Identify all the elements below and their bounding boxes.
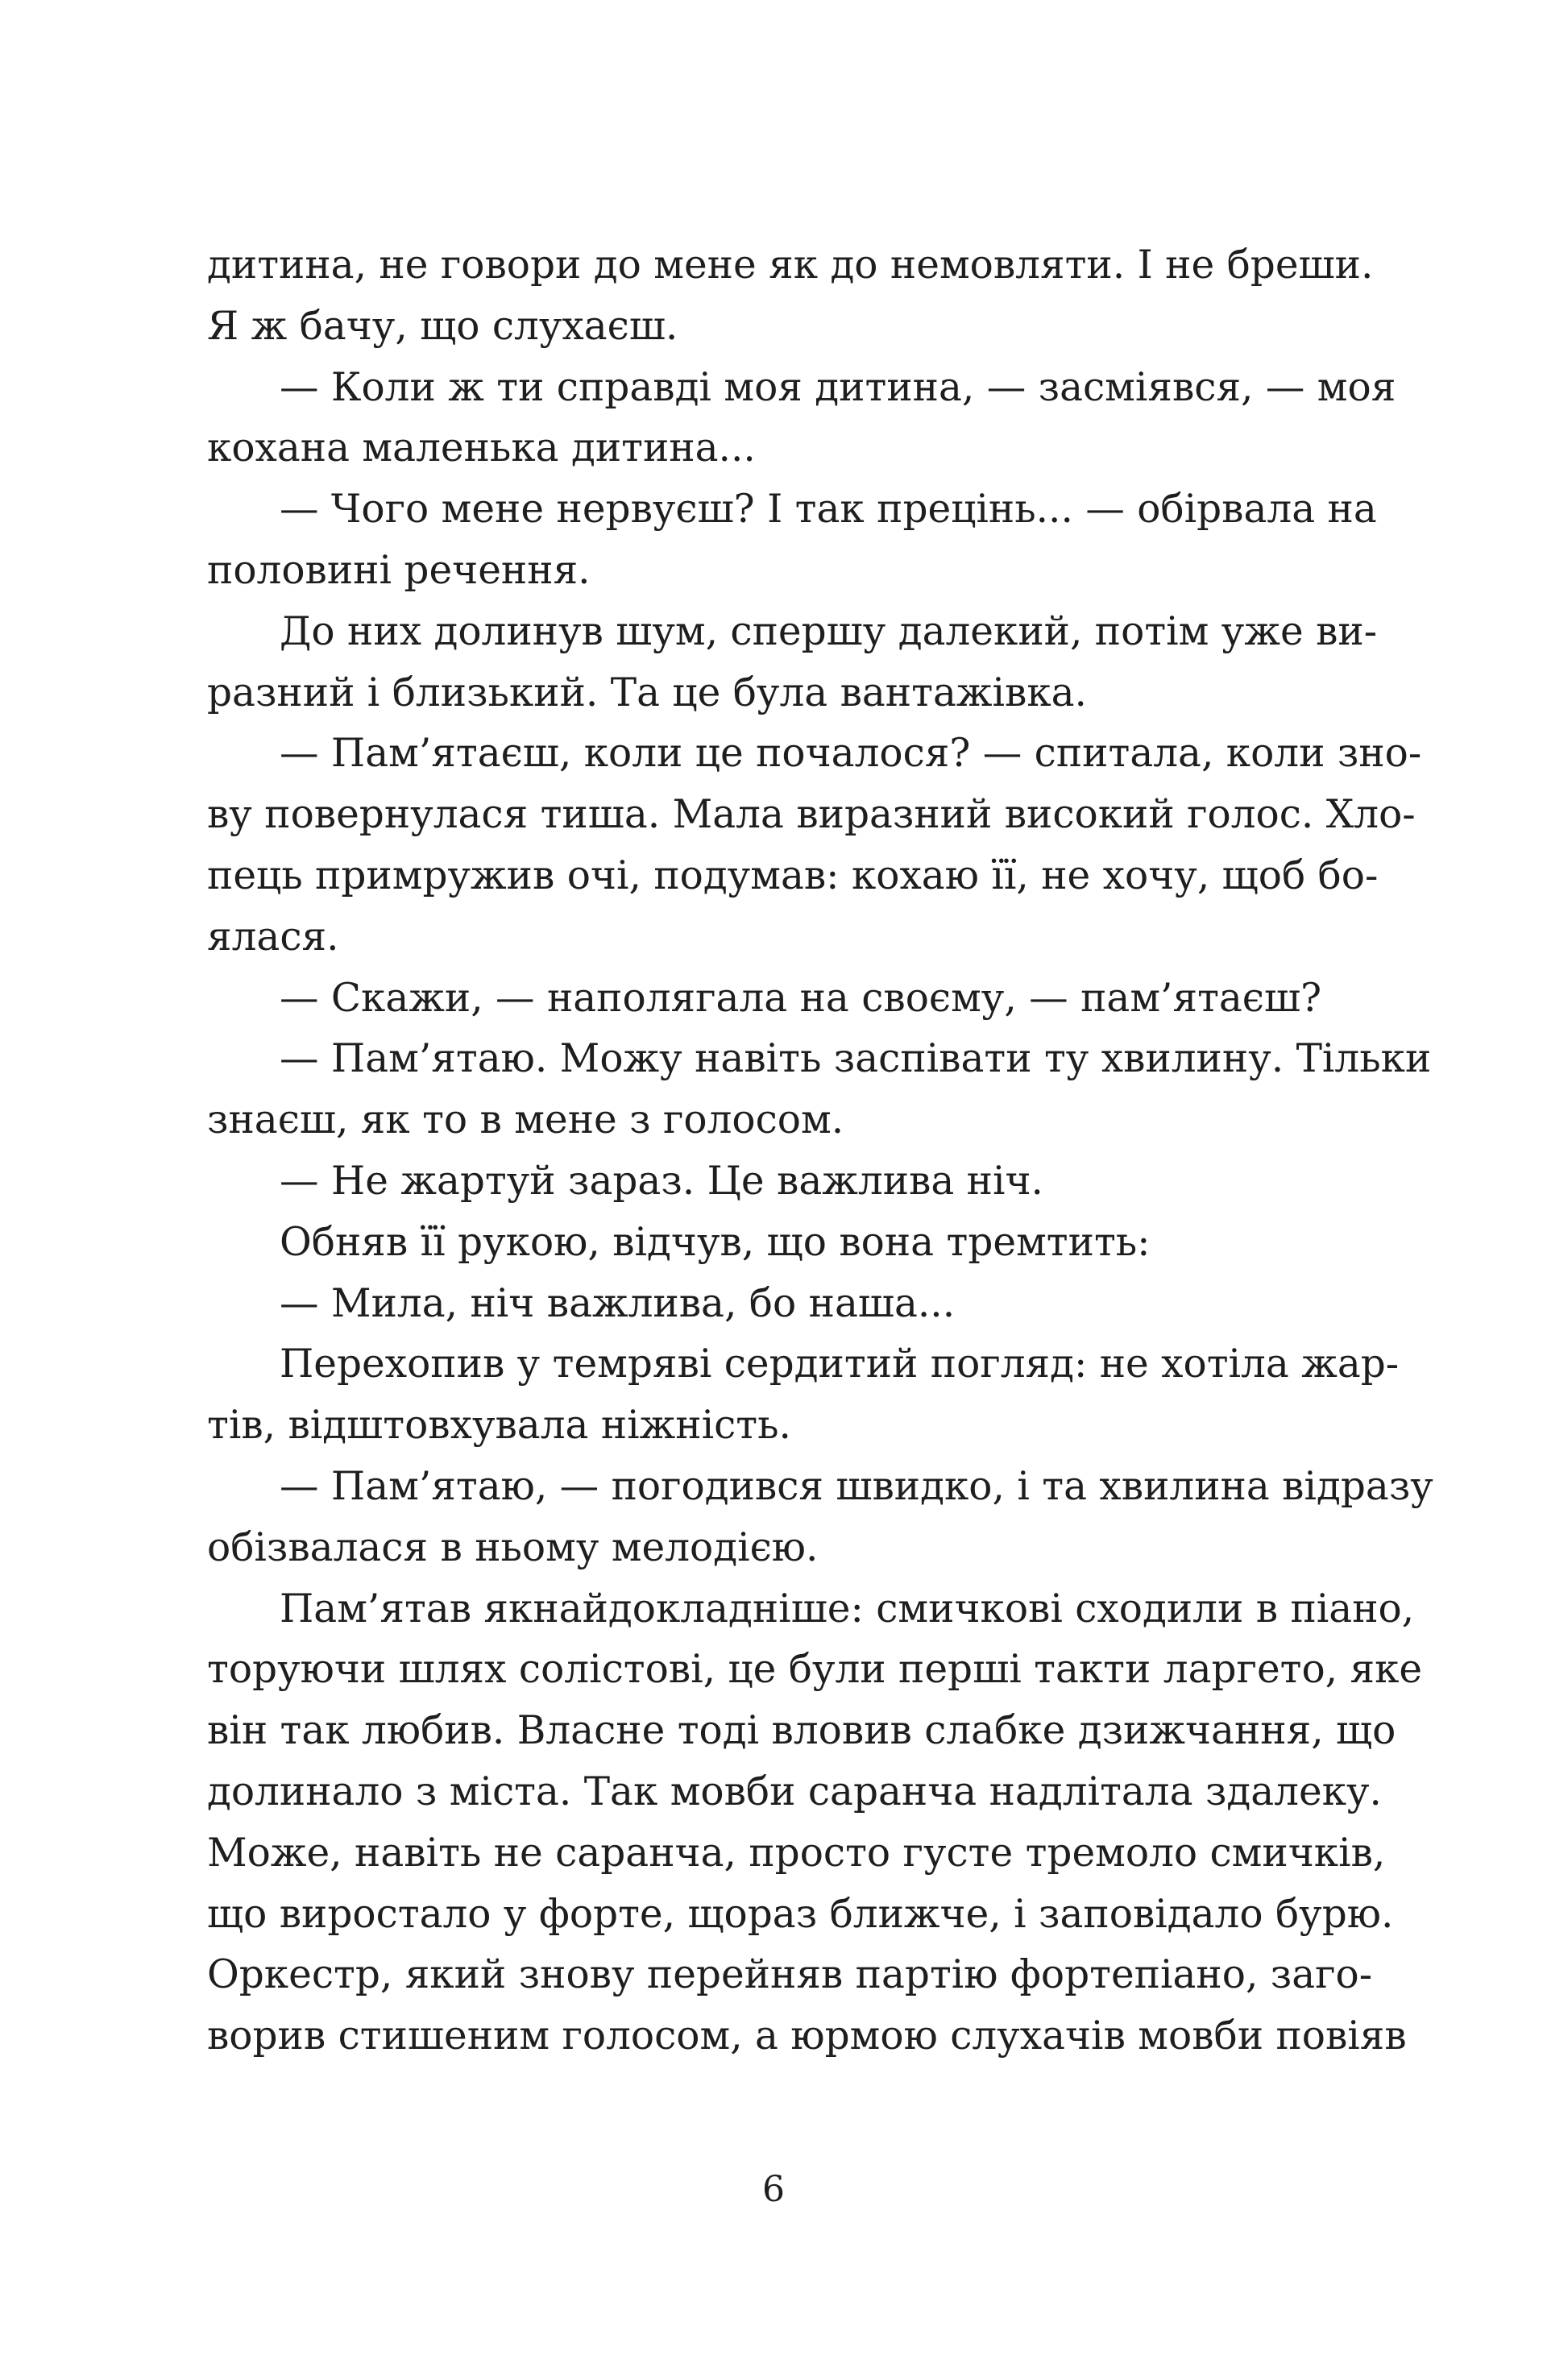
text-line: — Пам’ятаєш, коли це почалося? — спитала, коли зно- [280, 731, 1422, 777]
text-line: — Коли ж ти справді моя дитина, — засміявся, — моя [280, 364, 1396, 410]
text-line: — Мила, ніч важлива, бо наша... [280, 1280, 956, 1326]
text-line: Може, навіть не саранча, просто густе тремоло смичків, [207, 1830, 1386, 1876]
text-line: торуючи шлях солістові, це були перші такти ларгето, яке [207, 1647, 1423, 1693]
text-line: Оркестр, який знову перейняв партію фортепіано, заго- [207, 1952, 1373, 1998]
text-line: Пам’ятав якнайдокладніше: смичкові сходили в піано, [280, 1586, 1415, 1632]
text-line: тів, відштовхувала ніжність. [207, 1403, 791, 1449]
text-line: разний і близький. Та це була вантажівка. [207, 670, 1087, 715]
text-line: обізвалася в ньому мелодією. [207, 1524, 819, 1570]
text-line: ворив стишеним голосом, а юрмою слухачів мовби повіяв [207, 2013, 1407, 2059]
text-line: Обняв її рукою, відчув, що вона тремтить: [280, 1219, 1151, 1265]
page-number: 6 [762, 2169, 785, 2210]
text-line: — Пам’ятаю. Можу навіть заспівати ту хвилину. Тільки [280, 1036, 1432, 1082]
text-line: Перехопив у темряві сердитий погляд: не хотіла жар- [280, 1341, 1400, 1387]
text-line: — Чого мене нервуєш? І так прецінь... — обірвала на [280, 487, 1377, 533]
text-line: — Не жартуй зараз. Це важлива ніч. [280, 1158, 1043, 1204]
text-line: До них долинув шум, спершу далекий, потім уже ви- [280, 608, 1378, 654]
body-text [207, 235, 1433, 2067]
text-line: знаєш, як то в мене з голосом. [207, 1097, 844, 1143]
text-line: пець примружив очі, подумав: кохаю її, не хочу, щоб бо- [207, 852, 1379, 898]
text-line: дитина, не говори до мене як до немовляти. І не бреши. [207, 243, 1374, 288]
text-line: ялася. [207, 914, 339, 960]
text-line: кохана маленька дитина... [207, 425, 756, 471]
text-line: що виростало у форте, щораз ближче, і заповідало бурю. [207, 1891, 1394, 1937]
text-line: половині речення. [207, 547, 591, 593]
text-line: Я ж бачу, що слухаєш. [207, 303, 678, 349]
text-line: долинало з міста. Так мовби саранча надлітала здалеку. [207, 1768, 1382, 1814]
text-line: — Скажи, — наполягала на своєму, — пам’ятаєш? [280, 975, 1322, 1021]
text-line: — Пам’ятаю, — погодився швидко, і та хвилина відразу [280, 1463, 1433, 1509]
text-line: ву повернулася тиша. Мала виразний високий голос. Хло- [207, 792, 1416, 838]
text-line: він так любив. Власне тоді вловив слабке дзижчання, що [207, 1708, 1396, 1754]
